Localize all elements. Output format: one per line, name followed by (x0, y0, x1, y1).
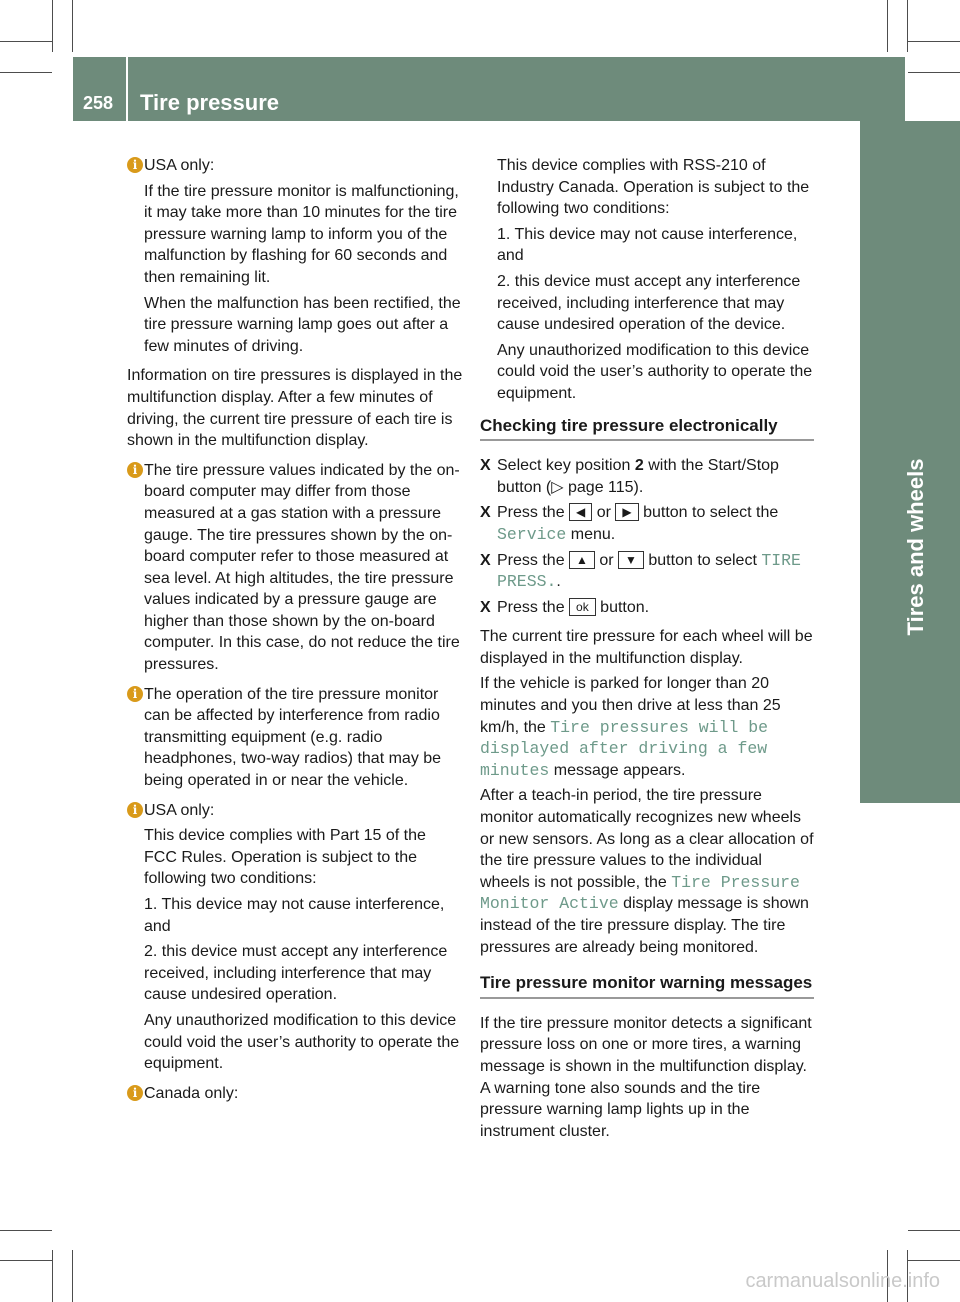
step-text: Select key position (497, 457, 635, 475)
step-marker: X (480, 551, 491, 569)
note-text: 1. This device may not cause interference, and (497, 225, 798, 265)
body-paragraph: Information on tire pressures is displayed in the multifunction display. After a few minutes of driving, the current tire pressure of each tire is shown in the multifunction display. (127, 367, 463, 450)
down-arrow-key-icon: ▼ (618, 551, 644, 569)
note-text: When the malfunction has been rectified, the tire pressure warning lamp goes out after a few minutes of driving. (144, 294, 461, 355)
up-arrow-key-icon: ▲ (569, 551, 595, 569)
step-text: button. (595, 598, 650, 616)
step-text: or (592, 504, 616, 522)
instruction-step (480, 550, 814, 593)
crop-mark (72, 0, 73, 52)
crop-mark (72, 1250, 73, 1302)
crop-mark (908, 1260, 960, 1261)
page-number: 258 (83, 93, 114, 113)
note-text: Any unauthorized modification to this device could void the user’s authority to operate the equipment. (144, 1011, 460, 1073)
info-icon: i (127, 802, 143, 818)
ok-key-icon: ok (569, 598, 596, 616)
left-arrow-key-icon: ◀ (569, 503, 592, 521)
crop-mark (52, 0, 53, 52)
info-icon: i (127, 1085, 143, 1101)
info-note (127, 684, 463, 792)
instruction-step (480, 597, 814, 619)
right-column (480, 155, 814, 1146)
step-marker: X (480, 598, 491, 616)
crop-mark (0, 1230, 52, 1231)
chapter-tab-label: Tires and wheels (903, 458, 928, 636)
step-text: or (594, 551, 619, 569)
note-text: Canada only: (144, 1084, 239, 1102)
note-text: 2. this device must accept any interference received, including interference that may cause undesired operation of the device. (497, 272, 801, 334)
header-divider (126, 57, 128, 121)
note-text: If the tire pressure monitor is malfunctioning, it may take more than 10 minutes for the tire pressure warning lamp to inform you of the malfunction by flashing for 60 seconds and then remaining lit. (144, 182, 459, 286)
note-text: Any unauthorized modification to this device could void the user’s authority to operate the equipment. (497, 341, 813, 402)
body-paragraph (480, 673, 814, 781)
crop-mark (908, 41, 960, 42)
display-text: Service (497, 524, 567, 544)
crop-mark (52, 1250, 53, 1302)
display-text: Tire Pressure Monitor Active (480, 872, 800, 914)
info-note (127, 1083, 463, 1105)
step-text: Press the (497, 504, 570, 522)
step-marker: X (480, 457, 491, 475)
display-text: Tire pressures will be displayed after driving a few minutes (480, 717, 769, 780)
note-text: USA only: (144, 157, 215, 174)
instruction-step (480, 502, 814, 545)
note-text: 1. This device may not cause interference, and (144, 896, 445, 935)
watermark: carmanualsonline.info (745, 1270, 940, 1292)
note-text: 2. this device must accept any interference received, including interference that may cause undesired operation. (144, 943, 448, 1004)
step-text: . (556, 573, 561, 591)
info-note (127, 800, 463, 1075)
instruction-step (480, 455, 814, 498)
body-text: If the vehicle is parked for longer than 20 minutes and you then drive at less than 25 km/h, the (480, 675, 781, 736)
step-marker: X (480, 504, 491, 522)
crop-mark (908, 72, 960, 73)
info-icon: i (127, 157, 143, 173)
crop-mark (908, 1230, 960, 1231)
step-text: Press the (497, 598, 570, 616)
body-text: After a teach-in period, the tire pressure monitor automatically recognizes new wheels or new sensors. As long as a clear allocation of the tire pressure values to the individual wheels is not possible, the (480, 787, 814, 891)
info-icon: i (127, 686, 143, 702)
body-paragraph: The current tire pressure for each wheel will be displayed in the multifunction display. (480, 628, 813, 667)
crop-mark (0, 1260, 52, 1261)
note-text: This device complies with Part 15 of the FCC Rules. Operation is subject to the following two conditions: (144, 827, 426, 888)
crop-mark (907, 0, 908, 52)
key-position: 2 (634, 457, 644, 475)
display-text: TIRE PRESS. (497, 550, 801, 592)
subsection-heading: Checking tire pressure electronically (480, 415, 814, 442)
note-text: This device complies with RSS-210 of Industry Canada. Operation is subject to the following two conditions: (497, 157, 810, 218)
step-text: with the Start/Stop button (▷ page 115). (497, 457, 779, 496)
note-text: The operation of the tire pressure monitor can be affected by interference from radio transmitting equipment (e.g. radio headphones, two-way radios) that may be being operated in or near the vehicle. (144, 685, 442, 790)
continued-note (480, 155, 814, 405)
note-text: USA only: (144, 801, 215, 819)
step-text: menu. (566, 525, 616, 543)
right-arrow-key-icon: ▶ (615, 503, 638, 521)
body-paragraph (480, 785, 814, 958)
info-icon: i (127, 462, 143, 478)
step-text: Press the (497, 551, 570, 569)
subsection-heading: Tire pressure monitor warning messages (480, 972, 814, 999)
body-paragraph: If the tire pressure monitor detects a significant pressure loss on one or more tires, a warning message is shown in the multifunction display. A warning tone also sounds and the tire pressure warning lamp lights up in the instrument cluster. (480, 1014, 812, 1140)
body-text: display message is shown instead of the tire pressure display. The tire pressures are already being monitored. (480, 895, 809, 956)
crop-mark (0, 72, 52, 73)
crop-mark (887, 0, 888, 52)
left-column (127, 155, 463, 1112)
crop-mark (0, 41, 52, 42)
section-title: Tire pressure (140, 90, 280, 115)
step-text: button to select (643, 551, 762, 569)
body-text: message appears. (549, 761, 686, 779)
info-note (127, 460, 463, 676)
step-text: button to select the (638, 504, 779, 522)
info-note (127, 155, 463, 357)
note-text: The tire pressure values indicated by the on-board computer may differ from those measured at a gas station with a pressure gauge. The tire pressures shown by the on-board computer refer to those measured at sea level. At high altitudes, the tire pressure values indicated by a pressure gauge are higher than those shown by the on-board computer. In this case, do not reduce the tire pressures. (144, 461, 460, 674)
